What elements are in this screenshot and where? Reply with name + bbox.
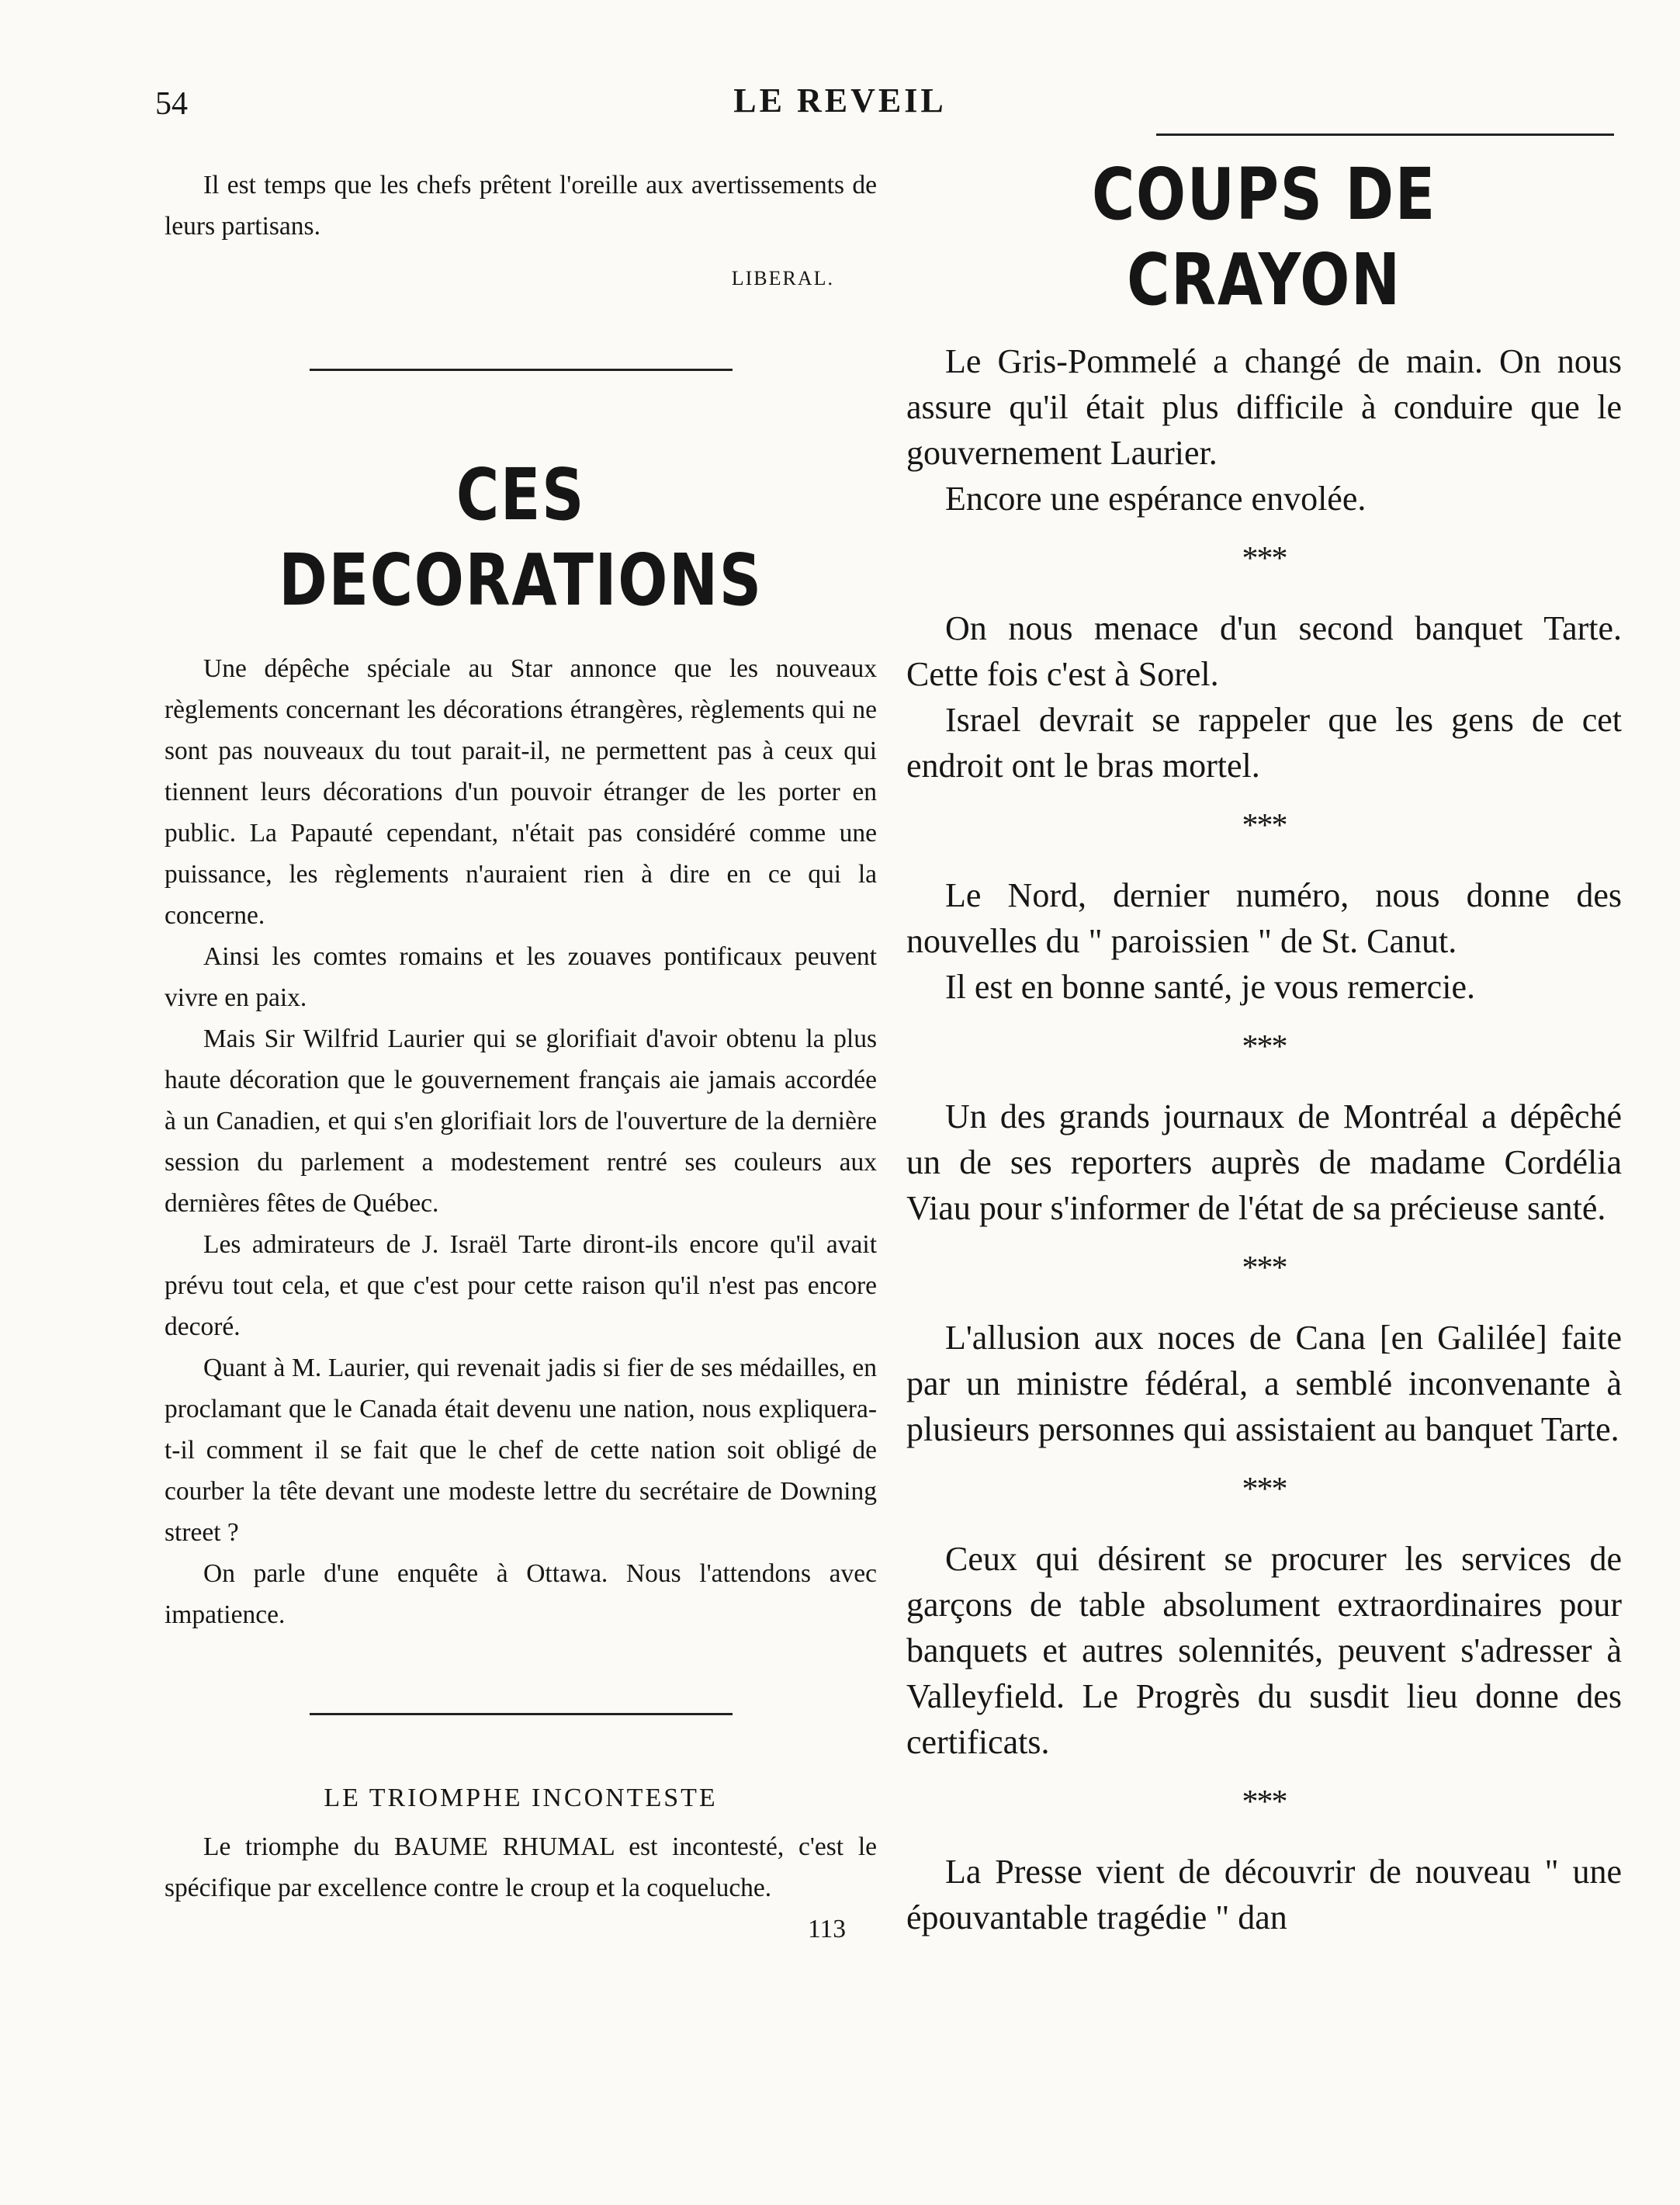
running-title: LE REVEIL <box>733 81 947 120</box>
item-paragraph: Le Gris-Pommelé a changé de main. On nous assure qu'il était plus difficile à conduire que le gouvernement Laurier. <box>906 342 1622 472</box>
article-paragraph: Une dépêche spéciale au Star annonce que les nouveaux règlements concernant les décorations étrangères, règlements qui ne sont pas nouveaux du tout parait-il, ne permettent pas à ceux qui tiennent leurs décorations d'un pouvoir étranger de les porter en public. La Papauté cependant, n'était pas considéré comme une puissance, les règlements n'auraient rien à dire en ce qui la concerne. <box>165 654 877 930</box>
item-paragraph: Encore une espérance envolée. <box>945 480 1367 518</box>
separator-stars: *** <box>1242 1250 1287 1286</box>
item-paragraph: Le Nord, dernier numéro, nous donne des nouvelles du " paroissien " de St. Canut. <box>906 876 1622 960</box>
article-paragraph: Quant à M. Laurier, qui revenait jadis si fier de ses médailles, en proclamant que le Canada était devenu une nation, nous expliquera-t-il comment il se fait que le chef de cette nation soit obligé de courber la tête devant une modeste lettre du secrétaire de Downing street ? <box>165 1354 877 1547</box>
right-column <box>906 152 1622 1940</box>
article-paragraph: Ainsi les comtes romains et les zouaves pontificaux peuvent vivre en paix. <box>165 942 877 1012</box>
article-paragraph: On parle d'une enquête à Ottawa. Nous l'attendons avec impatience. <box>165 1559 877 1629</box>
separator-stars: *** <box>1242 1029 1287 1065</box>
separator-stars: *** <box>1242 1784 1287 1820</box>
ad-body: Le triomphe du BAUME RHUMAL est incontesté, c'est le spécifique par excellence contre le croup et la coqueluche. <box>165 1832 877 1902</box>
separator-stars: *** <box>1242 541 1287 577</box>
item-paragraph: Israel devrait se rappeler que les gens de cet endroit ont le bras mortel. <box>906 701 1622 785</box>
article-paragraph: Mais Sir Wilfrid Laurier qui se glorifiait d'avoir obtenu la plus haute décoration que le gouvernement français aie jamais accordée à un Canadien, et qui s'en glorifiait lors de l'ouverture de la dernière session du parlement a modestement rentré ses couleurs aux dernières fêtes de Québec. <box>165 1024 877 1218</box>
separator-stars: *** <box>1242 1472 1287 1507</box>
signature: LIBERAL. <box>731 267 834 289</box>
separator-stars: *** <box>1242 808 1287 844</box>
article-paragraph: Les admirateurs de J. Israël Tarte diront-ils encore qu'il avait prévu tout cela, et que c'est pour cette raison qu'il n'est pas encore decoré. <box>165 1230 877 1341</box>
ad-title: LE TRIOMPHE INCONTESTE <box>324 1784 718 1812</box>
ad-text <box>165 1826 877 1943</box>
item-paragraph: Il est en bonne santé, je vous remercie. <box>945 968 1475 1006</box>
item-paragraph: Ceux qui désirent se procurer les services de garçons de table absolument extraordinaires pour banquets et autres solennités, peuvent s'adresser à Valleyfield. Le Progrès du susdit lieu donne des certificats. <box>906 1540 1622 1761</box>
item-paragraph: La Presse vient de découvrir de nouveau " une épouvantable tragédie " dan <box>906 1853 1622 1936</box>
intro-paragraph: Il est temps que les chefs prêtent l'oreille aux avertissements de leurs partisans. <box>165 171 877 241</box>
article-title: CES DECORATIONS <box>279 453 763 622</box>
item-paragraph: On nous menace d'un second banquet Tarte. Cette fois c'est à Sorel. <box>906 609 1622 693</box>
item-paragraph: L'allusion aux noces de Cana [en Galilée] faite par un ministre fédéral, a semblé inconvenante à plusieurs personnes qui assistaient au banquet Tarte. <box>906 1319 1622 1448</box>
left-column <box>165 165 877 1950</box>
column-title: COUPS DE CRAYON <box>1092 153 1436 321</box>
item-paragraph: Un des grands journaux de Montréal a dépêché un de ses reporters auprès de madame Cordélia Viau pour s'informer de l'état de sa précieuse santé. <box>906 1097 1622 1227</box>
page-number: 54 <box>155 86 188 122</box>
ad-number: 113 <box>807 1915 846 1943</box>
header-rule <box>1156 133 1614 136</box>
